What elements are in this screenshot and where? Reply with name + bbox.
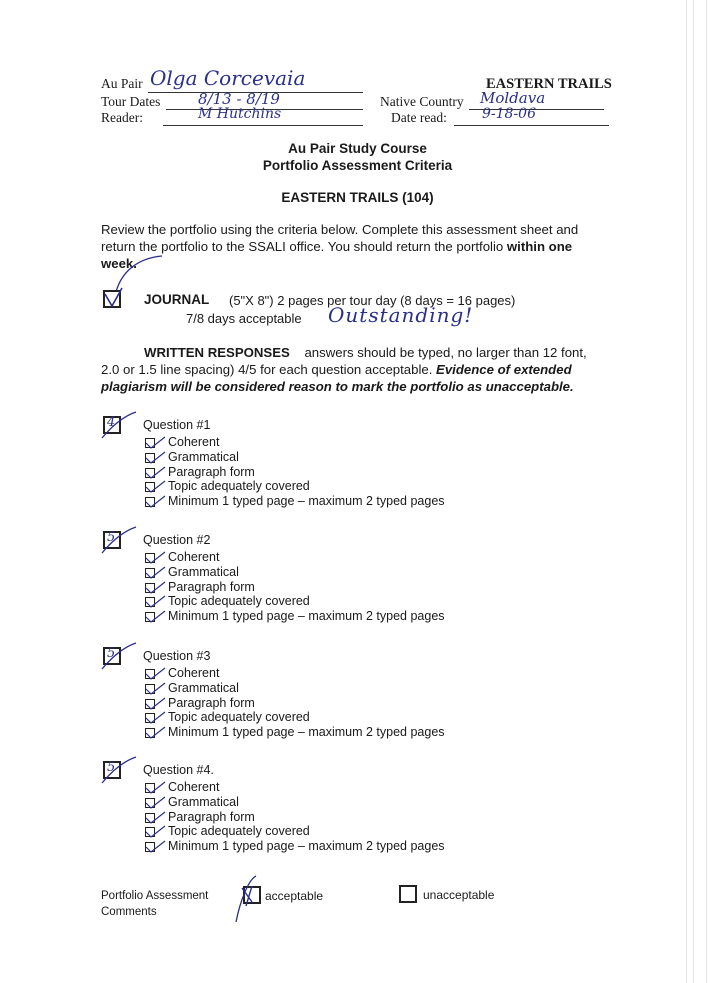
question-score-value: 4 bbox=[107, 415, 116, 430]
tour-dates-label: Tour Dates bbox=[101, 94, 161, 109]
check-mark-icon bbox=[143, 709, 167, 725]
criterion-label: Grammatical bbox=[168, 449, 239, 464]
criterion-label: Paragraph form bbox=[168, 579, 255, 594]
reader-value: M Hutchins bbox=[198, 106, 282, 122]
criterion-label: Grammatical bbox=[168, 564, 239, 579]
intro-paragraph bbox=[101, 221, 597, 272]
criterion-label: Coherent bbox=[168, 780, 220, 794]
criterion-label: Coherent bbox=[168, 666, 220, 680]
check-mark-icon bbox=[98, 523, 138, 557]
acceptable-label: acceptable bbox=[265, 889, 324, 903]
page-title: Au Pair Study Course bbox=[288, 141, 427, 156]
question-title: Question #1 bbox=[143, 418, 211, 432]
criterion-label: Topic adequately covered bbox=[168, 824, 310, 839]
check-mark-icon bbox=[143, 724, 167, 740]
unacceptable-checkbox[interactable] bbox=[399, 885, 417, 903]
check-mark-icon bbox=[143, 549, 167, 565]
check-mark-icon bbox=[143, 564, 167, 580]
criterion-label: Minimum 1 typed page – maximum 2 typed pages bbox=[168, 839, 445, 854]
unacceptable-label: unacceptable bbox=[423, 888, 495, 902]
criterion-label: Paragraph form bbox=[168, 809, 255, 824]
journal-text: (5"X 8") 2 pages per tour day (8 days = 16 pages) bbox=[229, 293, 516, 308]
criterion-label: Paragraph form bbox=[168, 695, 255, 710]
written-label: WRITTEN RESPONSES bbox=[144, 345, 290, 360]
comments-label: Comments bbox=[101, 906, 157, 918]
question-title: Question #3 bbox=[143, 649, 211, 663]
check-mark-icon bbox=[143, 464, 167, 480]
question-score-value: 5 bbox=[107, 760, 116, 775]
page-subtitle: Portfolio Assessment Criteria bbox=[262, 158, 453, 173]
criterion-label: Paragraph form bbox=[168, 464, 255, 479]
check-mark-icon bbox=[98, 639, 138, 673]
check-mark-icon bbox=[143, 665, 167, 681]
date-read-underline bbox=[454, 125, 609, 126]
check-mark-icon bbox=[143, 695, 167, 711]
date-read-value: 9-18-06 bbox=[482, 106, 536, 122]
check-mark-icon bbox=[143, 779, 167, 795]
check-mark-icon bbox=[143, 434, 167, 450]
written-paragraph bbox=[101, 344, 593, 395]
journal-line2: 7/8 days acceptable bbox=[186, 311, 302, 326]
criterion-label: Coherent bbox=[168, 550, 220, 564]
check-mark-icon bbox=[143, 449, 167, 465]
check-mark-icon bbox=[143, 823, 167, 839]
check-mark-icon bbox=[143, 680, 167, 696]
check-mark-icon bbox=[143, 493, 167, 509]
question-title: Question #2 bbox=[143, 533, 211, 547]
check-mark-icon bbox=[143, 579, 167, 595]
question-score-value: 5 bbox=[107, 646, 116, 661]
check-mark-icon bbox=[143, 478, 167, 494]
criterion-label: Coherent bbox=[168, 435, 220, 449]
check-mark-icon bbox=[143, 809, 167, 825]
criterion-label: Topic adequately covered bbox=[168, 594, 310, 609]
check-mark-icon bbox=[143, 838, 167, 854]
check-mark-icon bbox=[143, 608, 167, 624]
journal-comment: Outstanding! bbox=[328, 303, 474, 327]
criterion-label: Minimum 1 typed page – maximum 2 typed pages bbox=[168, 609, 445, 624]
section-heading: EASTERN TRAILS (104) bbox=[281, 190, 434, 205]
journal-label: JOURNAL bbox=[144, 292, 210, 307]
criterion-label: Topic adequately covered bbox=[168, 710, 310, 725]
written-text: answers should be typed, no larger than 12 font, 2.0 or 1.5 line spacing) 4/5 for each question acceptable. bbox=[101, 345, 587, 377]
native-country-value: Moldava bbox=[480, 89, 546, 107]
question-title: Question #4. bbox=[143, 763, 214, 777]
check-mark-icon bbox=[143, 794, 167, 810]
check-mark-icon bbox=[228, 872, 268, 927]
criterion-label: Grammatical bbox=[168, 680, 239, 695]
intro-bold: within one week. bbox=[101, 239, 573, 271]
check-mark-icon bbox=[98, 408, 138, 442]
check-mark-icon bbox=[98, 753, 138, 787]
program-name: EASTERN TRAILS bbox=[486, 76, 612, 92]
check-mark-icon bbox=[100, 284, 130, 314]
criterion-label: Topic adequately covered bbox=[168, 479, 310, 494]
criterion-label: Grammatical bbox=[168, 794, 239, 809]
tour-dates-value: 8/13 - 8/19 bbox=[198, 90, 280, 108]
au-pair-value: Olga Corcevaia bbox=[150, 66, 306, 90]
assessment-label: Portfolio Assessment bbox=[101, 890, 209, 902]
reader-underline bbox=[163, 125, 363, 126]
check-mark-icon bbox=[143, 593, 167, 609]
written-warning: Evidence of extended plagiarism will be considered reason to mark the portfolio as unacceptable. bbox=[101, 362, 574, 394]
criterion-label: Minimum 1 typed page – maximum 2 typed pages bbox=[168, 494, 445, 509]
reader-label: Reader: bbox=[101, 110, 143, 125]
intro-text: Review the portfolio using the criteria below. Complete this assessment sheet and return the portfolio to the SSALI office. You should return the portfolio bbox=[101, 222, 579, 254]
date-read-label: Date read: bbox=[391, 110, 447, 125]
question-score-value: 5 bbox=[107, 530, 116, 545]
au-pair-label: Au Pair bbox=[101, 76, 143, 91]
native-country-label: Native Country bbox=[380, 94, 464, 109]
criterion-label: Minimum 1 typed page – maximum 2 typed pages bbox=[168, 725, 445, 740]
